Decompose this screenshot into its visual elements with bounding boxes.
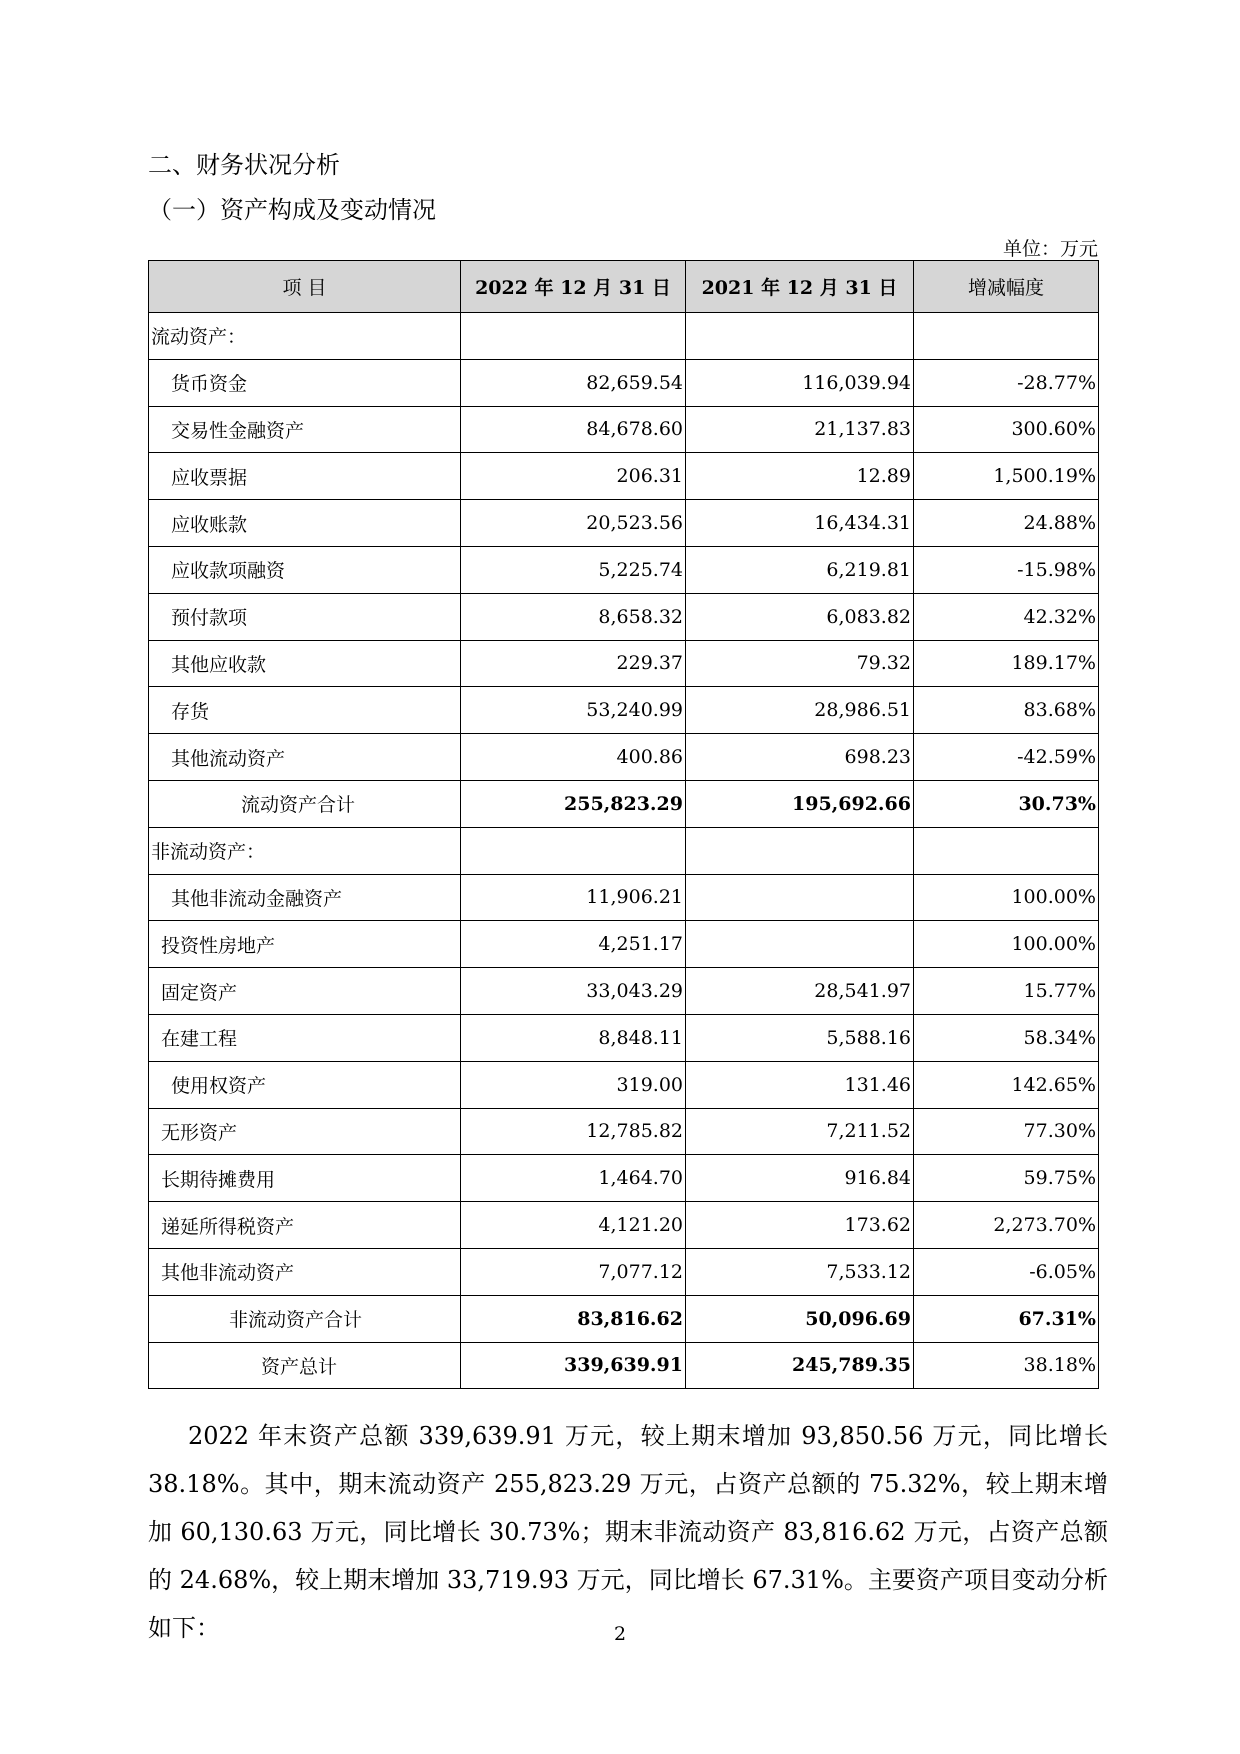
- row-label: 长期待摊费用: [149, 1155, 461, 1202]
- cell-2022: 400.86: [461, 734, 686, 781]
- row-label: 存货: [149, 687, 461, 734]
- cell-2022: 11,906.21: [461, 874, 686, 921]
- cell-2021: 131.46: [686, 1061, 914, 1108]
- cell-2021: 21,137.83: [686, 406, 914, 453]
- row-label: 应收款项融资: [149, 546, 461, 593]
- cell-2021: 28,986.51: [686, 687, 914, 734]
- cell-2021: 116,039.94: [686, 359, 914, 406]
- asset-table: [148, 260, 1099, 1389]
- cell-2021: 7,533.12: [686, 1248, 914, 1295]
- cell-2022: 83,816.62: [461, 1295, 686, 1342]
- table-row: [149, 827, 1099, 874]
- table-row: [149, 1295, 1099, 1342]
- cell-2021: 5,588.16: [686, 1014, 914, 1061]
- cell-2021: [686, 921, 914, 968]
- table-row: [149, 1155, 1099, 1202]
- cell-change: -28.77%: [914, 359, 1099, 406]
- cell-2022: 8,658.32: [461, 593, 686, 640]
- cell-2021: 50,096.69: [686, 1295, 914, 1342]
- row-label: 流动资产合计: [149, 780, 461, 827]
- cell-change: 142.65%: [914, 1061, 1099, 1108]
- row-label: 使用权资产: [149, 1061, 461, 1108]
- table-row: [149, 500, 1099, 547]
- table-row: [149, 1014, 1099, 1061]
- table-header-row: [149, 261, 1099, 313]
- cell-2022: 339,639.91: [461, 1342, 686, 1389]
- cell-change: 100.00%: [914, 921, 1099, 968]
- cell-change: 83.68%: [914, 687, 1099, 734]
- header-2021: 2021 年 12 月 31 日: [686, 261, 914, 313]
- table-row: [149, 593, 1099, 640]
- cell-change: 100.00%: [914, 874, 1099, 921]
- table-row: [149, 1108, 1099, 1155]
- cell-2021: 6,083.82: [686, 593, 914, 640]
- cell-change: 58.34%: [914, 1014, 1099, 1061]
- cell-2022: 20,523.56: [461, 500, 686, 547]
- row-label: 其他非流动资产: [149, 1248, 461, 1295]
- table-row: [149, 968, 1099, 1015]
- cell-change: 38.18%: [914, 1342, 1099, 1389]
- row-label: 交易性金融资产: [149, 406, 461, 453]
- table-row: [149, 921, 1099, 968]
- table-row: [149, 780, 1099, 827]
- cell-change: 24.88%: [914, 500, 1099, 547]
- cell-2022: 7,077.12: [461, 1248, 686, 1295]
- cell-change: 300.60%: [914, 406, 1099, 453]
- table-row: [149, 1248, 1099, 1295]
- cell-2021: 6,219.81: [686, 546, 914, 593]
- cell-2021: 79.32: [686, 640, 914, 687]
- row-label: 其他流动资产: [149, 734, 461, 781]
- cell-2022: 5,225.74: [461, 546, 686, 593]
- row-label: 预付款项: [149, 593, 461, 640]
- table-row: [149, 1342, 1099, 1389]
- cell-change: 1,500.19%: [914, 453, 1099, 500]
- cell-2021: 16,434.31: [686, 500, 914, 547]
- row-label: 应收账款: [149, 500, 461, 547]
- cell-2021: 12.89: [686, 453, 914, 500]
- row-label: 流动资产：: [149, 313, 461, 360]
- section-heading: 二、财务状况分析: [148, 151, 340, 179]
- cell-2021: [686, 827, 914, 874]
- cell-2022: 12,785.82: [461, 1108, 686, 1155]
- table-row: [149, 406, 1099, 453]
- table-row: [149, 640, 1099, 687]
- subsection-heading: （一）资产构成及变动情况: [148, 196, 436, 224]
- row-label: 应收票据: [149, 453, 461, 500]
- cell-2022: 84,678.60: [461, 406, 686, 453]
- row-label: 投资性房地产: [149, 921, 461, 968]
- cell-2021: [686, 313, 914, 360]
- analysis-text: 2022 年末资产总额 339,639.91 万元，较上期末增加 93,850.56 万元，同比增长 38.18%。其中，期末流动资产 255,823.29 万元，占资产总额的 75.32%，较上期末增加 60,130.63 万元，同比增长 30.73%；期末非流动资产 83,816.62 万元，占资产总额的 24.68%，较上期末增加 33,719.93 万元，同比增长 67.31%。主要资产项目变动分析如下：: [148, 1422, 1108, 1642]
- table-body: [149, 313, 1099, 1389]
- cell-2022: 8,848.11: [461, 1014, 686, 1061]
- cell-2022: 4,121.20: [461, 1202, 686, 1249]
- table-row: [149, 874, 1099, 921]
- cell-change: 30.73%: [914, 780, 1099, 827]
- page-number: 2: [613, 1623, 627, 1645]
- cell-change: 59.75%: [914, 1155, 1099, 1202]
- row-label: 固定资产: [149, 968, 461, 1015]
- cell-2022: 53,240.99: [461, 687, 686, 734]
- cell-change: 67.31%: [914, 1295, 1099, 1342]
- cell-change: -6.05%: [914, 1248, 1099, 1295]
- cell-2022: 319.00: [461, 1061, 686, 1108]
- row-label: 其他非流动金融资产: [149, 874, 461, 921]
- row-label: 无形资产: [149, 1108, 461, 1155]
- cell-change: [914, 827, 1099, 874]
- cell-change: [914, 313, 1099, 360]
- cell-2021: 916.84: [686, 1155, 914, 1202]
- header-2022: 2022 年 12 月 31 日: [461, 261, 686, 313]
- row-label: 非流动资产：: [149, 827, 461, 874]
- cell-change: 189.17%: [914, 640, 1099, 687]
- cell-2021: 698.23: [686, 734, 914, 781]
- row-label: 递延所得税资产: [149, 1202, 461, 1249]
- cell-2022: 229.37: [461, 640, 686, 687]
- row-label: 资产总计: [149, 1342, 461, 1389]
- table-row: [149, 546, 1099, 593]
- cell-2021: 173.62: [686, 1202, 914, 1249]
- cell-2021: 245,789.35: [686, 1342, 914, 1389]
- row-label: 货币资金: [149, 359, 461, 406]
- unit-label: 单位：万元: [1002, 238, 1098, 260]
- table-row: [149, 734, 1099, 781]
- analysis-paragraph: [148, 1412, 1108, 1652]
- cell-2022: [461, 313, 686, 360]
- cell-change: 42.32%: [914, 593, 1099, 640]
- cell-change: 2,273.70%: [914, 1202, 1099, 1249]
- cell-2022: 255,823.29: [461, 780, 686, 827]
- cell-2022: 33,043.29: [461, 968, 686, 1015]
- cell-2021: [686, 874, 914, 921]
- cell-change: 77.30%: [914, 1108, 1099, 1155]
- cell-change: -15.98%: [914, 546, 1099, 593]
- cell-2022: 82,659.54: [461, 359, 686, 406]
- table-row: [149, 453, 1099, 500]
- row-label: 非流动资产合计: [149, 1295, 461, 1342]
- row-label: 其他应收款: [149, 640, 461, 687]
- table-row: [149, 313, 1099, 360]
- header-change: 增减幅度: [914, 261, 1099, 313]
- table-row: [149, 1202, 1099, 1249]
- cell-change: 15.77%: [914, 968, 1099, 1015]
- row-label: 在建工程: [149, 1014, 461, 1061]
- cell-2022: [461, 827, 686, 874]
- cell-2021: 195,692.66: [686, 780, 914, 827]
- cell-2022: 4,251.17: [461, 921, 686, 968]
- cell-change: -42.59%: [914, 734, 1099, 781]
- table-row: [149, 687, 1099, 734]
- cell-2022: 206.31: [461, 453, 686, 500]
- cell-2022: 1,464.70: [461, 1155, 686, 1202]
- table-row: [149, 359, 1099, 406]
- cell-2021: 28,541.97: [686, 968, 914, 1015]
- table-row: [149, 1061, 1099, 1108]
- cell-2021: 7,211.52: [686, 1108, 914, 1155]
- header-item: 项 目: [149, 261, 461, 313]
